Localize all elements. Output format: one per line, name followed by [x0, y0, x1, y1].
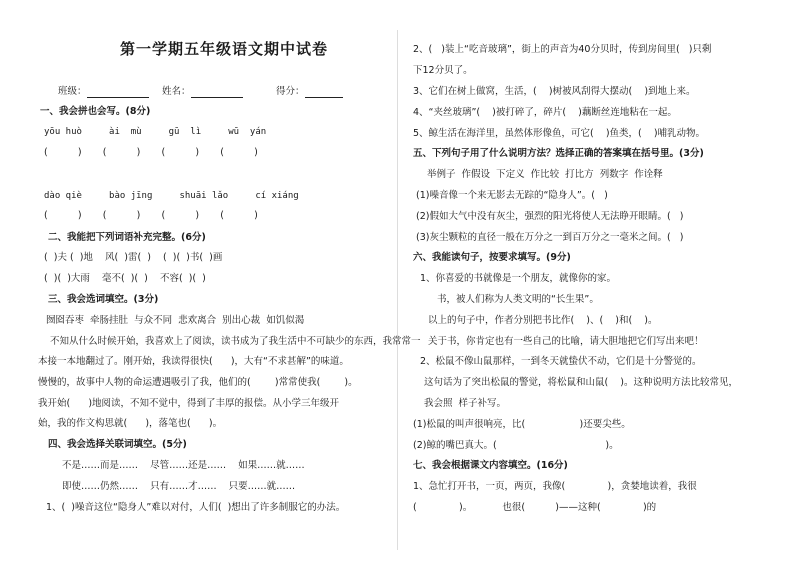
- q5-options: 举例子 作假设 下定义 作比较 打比方 列数字 作诠释: [427, 169, 663, 180]
- score-field[interactable]: [276, 86, 343, 98]
- q5-line2[interactable]: (2)假如大气中没有灰尘，强烈的阳光将使人无法睁开眼睛。( ): [416, 211, 684, 222]
- q4-heading: 四、我会选择关联词填空。(5分): [48, 439, 187, 450]
- q4-line3[interactable]: 3、它们在树上做窝，生活，( )树被风刮得大摆动( )到地上来。: [413, 86, 696, 97]
- q6-heading: 六、我能读句子，按要求填写。(9分): [413, 252, 571, 263]
- q3-heading: 三、我会选词填空。(3分): [48, 294, 159, 305]
- q6-line2: 书，被人们称为人类文明的“长生果”。: [437, 294, 599, 305]
- q5-line1[interactable]: (1)噪音像一个来无影去无踪的“隐身人”。( ): [416, 190, 608, 201]
- q5-heading: 五、下列句子用了什么说明方法？选择正确的答案填在括号里。(3分): [413, 148, 704, 159]
- q5-line3[interactable]: (3)灰尘颗粒的直径一般在万分之一到百万分之一毫米之间。( ): [416, 232, 684, 243]
- q7-line2[interactable]: ( )。 也很( )——这种( )的: [413, 502, 657, 513]
- q4-line2b: 下12分贝了。: [413, 65, 473, 76]
- q1-pinyin-row2: dào qiè bào jīng shuāi lǎo cí xiáng: [44, 191, 299, 201]
- score-label: 得分：: [276, 86, 305, 97]
- q2-heading: 二、我能把下列词语补充完整。(6分): [48, 232, 206, 243]
- q4-line1[interactable]: 1、( )噪音这位“隐身人”难以对付，人们( )想出了许多制服它的办法。: [46, 502, 346, 513]
- q6-line4: 关于书，你肯定也有一些自己的比喻，请大胆地把它们写出来吧！: [428, 336, 704, 347]
- q6-line3[interactable]: 以上的句子中，作者分别把书比作( )、( )和( )。: [428, 315, 658, 326]
- q1-brackets-row1[interactable]: ( ) ( ) ( ) ( ): [44, 147, 258, 158]
- q3-options: 囫囵吞枣 牵肠挂肚 与众不同 悲欢离合 别出心裁 如饥似渴: [46, 315, 305, 326]
- q4-line2a[interactable]: 2、( )装上“吃音玻璃”，街上的声音为40分贝时，传到房间里( )只剩: [413, 44, 712, 55]
- q6-line6[interactable]: 这句话为了突出松鼠的警觉，将松鼠和山鼠( )。这种说明方法比较常见，: [424, 377, 738, 388]
- q6-line7: 我会照 样子补写。: [424, 398, 507, 409]
- q4-line5[interactable]: 5、鲸生活在海洋里，虽然体形像鱼，可它( )鱼类，( )哺乳动物。: [413, 128, 706, 139]
- class-label: 班级：: [58, 86, 87, 97]
- q4-options-row1: 不是……而是…… 尽管……还是…… 如果……就……: [62, 460, 305, 471]
- q7-heading: 七、我会根据课文内容填空。(16分): [413, 460, 568, 471]
- name-label: 姓名：: [162, 86, 191, 97]
- q1-pinyin-row1: yōu huò ài mù gū lì wū yán: [44, 127, 267, 137]
- q6-line8[interactable]: (1)松鼠的叫声很响亮，比( )还要尖些。: [413, 419, 631, 430]
- q3-line5[interactable]: 始，我的作文构思就( )，落笔也( )。: [38, 418, 223, 429]
- q1-heading: 一、我会拼也会写。(8分): [40, 106, 151, 117]
- page-title: 第一学期五年级语文期中试卷: [120, 40, 329, 58]
- q4-line4[interactable]: 4、“夹丝玻璃”( )被打碎了，碎片( )藕断丝连地粘在一起。: [413, 107, 677, 118]
- q6-line5: 2、松鼠不像山鼠那样，一到冬天就蛰伏不动，它们是十分警觉的。: [420, 356, 702, 367]
- class-field[interactable]: [58, 86, 149, 98]
- name-field[interactable]: [162, 86, 243, 98]
- q3-line3[interactable]: 慢慢的，故事中人物的命运遭遇吸引了我，他们的( )常常使我( )。: [38, 377, 358, 388]
- q3-line4[interactable]: 我开始( )地阅读，不知不觉中，得到了丰厚的报偿。从小学三年级开: [38, 398, 340, 409]
- q6-line1: 1、你喜爱的书就像是一个朋友，就像你的家。: [420, 273, 617, 284]
- q4-options-row2: 即使……仍然…… 只有……才…… 只要……就……: [62, 481, 296, 492]
- q6-line9[interactable]: (2)鲸的嘴巴真大。( )。: [413, 440, 619, 451]
- q2-row2[interactable]: ( )( )大雨 毫不( )( ) 不容( )( ): [44, 273, 206, 284]
- q1-brackets-row2[interactable]: ( ) ( ) ( ) ( ): [44, 210, 258, 221]
- q3-line2[interactable]: 本接一本地翻过了。刚开始，我读得很快( )，大有“不求甚解”的味道。: [38, 356, 349, 367]
- q7-line1[interactable]: 1、急忙打开书，一页，两页，我像( )，贪婪地读着，我很: [413, 481, 697, 492]
- q2-row1[interactable]: ( )夫 ( )地 风( )雷( ) ( )( )书( )画: [44, 252, 223, 263]
- q3-line1: 不知从什么时候开始，我喜欢上了阅读，读书成为了我生活中不可缺少的东西，我常常一: [50, 336, 421, 347]
- divider: [397, 30, 398, 550]
